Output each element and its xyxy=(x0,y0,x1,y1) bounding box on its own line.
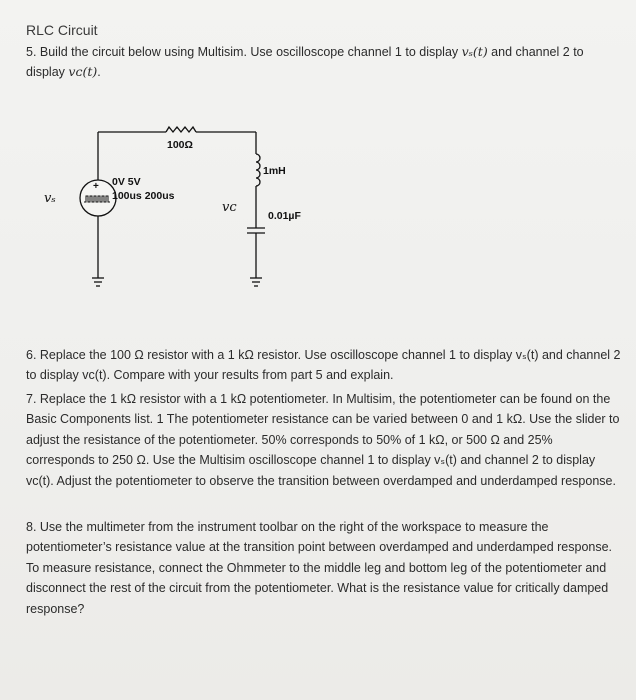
resistor-label: 100Ω xyxy=(167,139,193,151)
question-8: 8. Use the multimeter from the instrument toolbar on the right of the workspace to measure the potentiometer’s resistance value at the transition point between overdamped and underdamped response. To measure resistance, connect the Ohmmeter to the middle leg and bottom leg of the potentiometer and disconnect the rest of the circuit from the potentiometer. What is the resistance value for critically damped response? xyxy=(26,520,613,616)
capacitor-label: 0.01µF xyxy=(268,210,301,222)
question-7: 7. Replace the 1 kΩ resistor with a 1 kΩ potentiometer. In Multisim, the potentiometer can be found on the Basic Components list. 1 The potentiometer resistance can be varied between 0 and 1 kΩ. Use the slider to adjust the resistance of the potentiometer. 50% corresponds to 50% of 1 kΩ, or 500 Ω and 25% corresponds to 250 Ω. Use the Multisim oscilloscope channel 1 to display vₛ(t) and channel 2 to display vᴄ(t). Adjust the potentiometer to observe the transition between overdamped and underdamped response. xyxy=(26,392,620,488)
question-6: 6. Replace the 100 Ω resistor with a 1 kΩ resistor. Use oscilloscope channel 1 to display vₛ(t) and channel 2 to display vᴄ(t). Compare with your results from part 5 and explain. xyxy=(26,348,621,383)
page-title: RLC Circuit xyxy=(26,22,98,38)
vc-symbol: vᴄ(t) xyxy=(68,64,98,79)
inductor-label: 1mH xyxy=(263,165,286,177)
vc-node-label: vᴄ xyxy=(222,200,237,215)
q5-text: 5. Build the circuit below using Multisim. Use oscilloscope channel 1 to display xyxy=(26,45,462,59)
source-timing-label: 100us 200us xyxy=(112,190,175,202)
inductor-symbol xyxy=(256,154,260,186)
vs-symbol: vₛ(t) xyxy=(461,44,488,59)
question-5 xyxy=(26,42,616,82)
source-plus: + xyxy=(93,181,99,192)
rlc-circuit-diagram xyxy=(30,118,330,318)
source-voltage-label: 0V 5V xyxy=(112,176,141,188)
resistor-symbol xyxy=(166,127,196,132)
q5-suffix: . xyxy=(97,65,101,79)
q5-mid: and channel 2 to display xyxy=(26,45,584,79)
vs-node-label: vₛ xyxy=(44,191,56,206)
